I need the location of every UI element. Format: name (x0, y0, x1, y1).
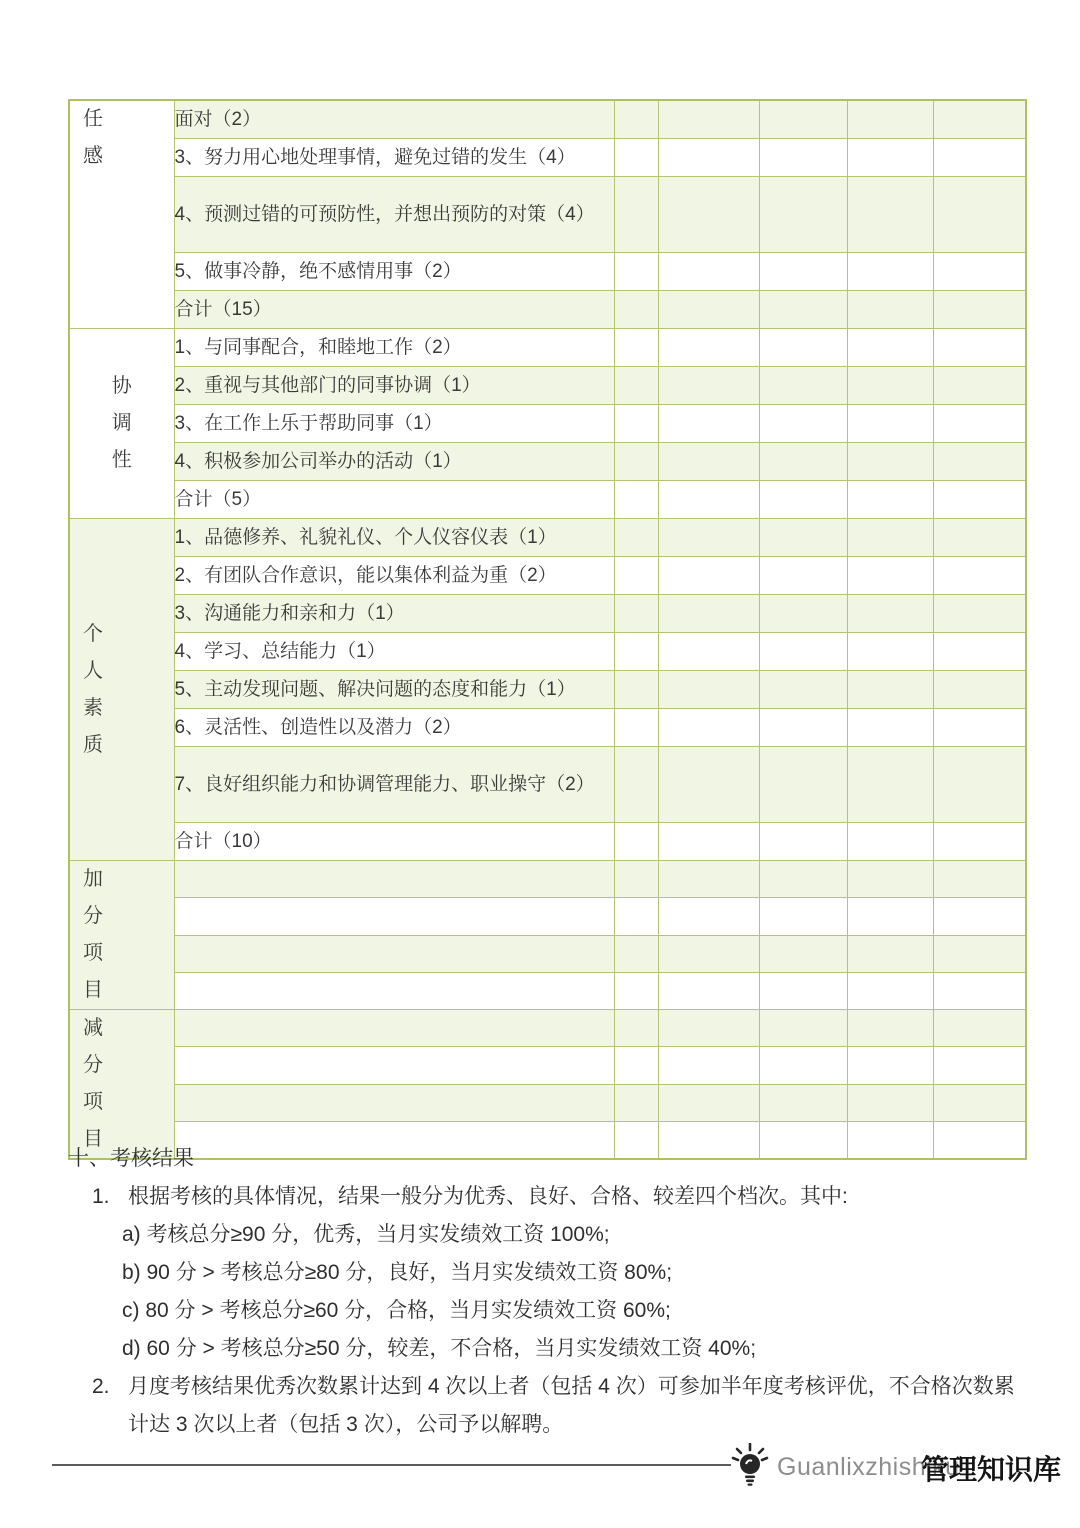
score-cell (658, 1084, 759, 1121)
score-cell (759, 935, 847, 972)
brand-name-cn: 管理知识库 (921, 1455, 1062, 1486)
score-cell (933, 747, 1026, 823)
score-cell (614, 1047, 658, 1084)
score-cell (933, 139, 1026, 177)
criteria-cell: 3、在工作上乐于帮助同事（1） (174, 405, 614, 443)
table-row (69, 557, 1026, 595)
result-item (68, 1178, 1020, 1216)
criteria-cell: 面对（2） (174, 100, 614, 139)
score-cell (759, 633, 847, 671)
score-cell (658, 671, 759, 709)
score-cell (847, 443, 933, 481)
score-cell (759, 671, 847, 709)
score-cell (658, 1047, 759, 1084)
score-cell (658, 367, 759, 405)
category-char: 个 (83, 622, 103, 645)
criteria-cell: 5、主动发现问题、解决问题的态度和能力（1） (174, 671, 614, 709)
score-cell (933, 633, 1026, 671)
score-cell (614, 935, 658, 972)
score-cell (658, 747, 759, 823)
table-row (69, 633, 1026, 671)
score-cell (759, 405, 847, 443)
score-cell (759, 747, 847, 823)
table-row (69, 1010, 1026, 1047)
score-cell (847, 481, 933, 519)
score-cell (614, 557, 658, 595)
category-char: 目 (83, 979, 103, 1001)
criteria-cell: 4、积极参加公司举办的活动（1） (174, 443, 614, 481)
score-cell (847, 898, 933, 935)
score-cell (759, 557, 847, 595)
score-cell (933, 1047, 1026, 1084)
criteria-cell (174, 898, 614, 935)
score-cell (614, 898, 658, 935)
category-cell (69, 329, 174, 519)
criteria-cell (174, 861, 614, 898)
score-cell (847, 972, 933, 1009)
score-cell (759, 481, 847, 519)
score-cell (658, 633, 759, 671)
score-cell (658, 481, 759, 519)
score-cell (847, 861, 933, 898)
score-cell (658, 557, 759, 595)
result-subitem: b) 90 分 > 考核总分≥80 分，良好，当月实发绩效工资 80%; (122, 1261, 673, 1284)
category-char: 人 (83, 659, 103, 682)
score-cell (614, 443, 658, 481)
score-cell (614, 823, 658, 861)
score-cell (658, 972, 759, 1009)
score-cell (933, 898, 1026, 935)
criteria-cell: 7、良好组织能力和协调管理能力、职业操守（2） (174, 747, 614, 823)
score-cell (614, 595, 658, 633)
score-cell (933, 177, 1026, 253)
score-cell (847, 291, 933, 329)
score-cell (847, 519, 933, 557)
footer-brand (0, 1445, 1080, 1515)
score-cell (658, 823, 759, 861)
score-cell (847, 709, 933, 747)
score-cell (759, 177, 847, 253)
score-cell (614, 177, 658, 253)
score-cell (614, 747, 658, 823)
criteria-cell (174, 1047, 614, 1084)
table-row (69, 519, 1026, 557)
score-cell (933, 100, 1026, 139)
table-row (69, 443, 1026, 481)
criteria-cell: 6、灵活性、创造性以及潜力（2） (174, 709, 614, 747)
score-cell (933, 557, 1026, 595)
table-row (69, 1084, 1026, 1121)
score-cell (614, 100, 658, 139)
category-char: 目 (83, 1128, 103, 1150)
score-cell (847, 595, 933, 633)
score-cell (933, 253, 1026, 291)
table-row (69, 823, 1026, 861)
category-char: 加 (83, 868, 103, 890)
score-cell (847, 367, 933, 405)
result-item-text: 月度考核结果优秀次数累计达到 4 次以上者（包括 4 次）可参加半年度考核评优，不合格次数累计达 3 次以上者（包括 3 次），公司予以解聘。 (128, 1375, 1015, 1436)
score-cell (847, 253, 933, 291)
score-cell (658, 100, 759, 139)
score-cell (658, 291, 759, 329)
criteria-cell: 5、做事冷静，绝不感情用事（2） (174, 253, 614, 291)
score-cell (614, 671, 658, 709)
result-subitem: a) 考核总分≥90 分，优秀，当月实发绩效工资 100%; (122, 1223, 610, 1246)
criteria-cell: 2、重视与其他部门的同事协调（1） (174, 367, 614, 405)
score-cell (658, 861, 759, 898)
score-cell (847, 139, 933, 177)
score-cell (614, 291, 658, 329)
result-item-text: 根据考核的具体情况，结果一般分为优秀、良好、合格、较差四个档次。其中: (128, 1185, 848, 1208)
score-cell (933, 329, 1026, 367)
category-char: 调 (111, 412, 132, 434)
table-row (69, 367, 1026, 405)
score-cell (614, 1084, 658, 1121)
assessment-table (68, 99, 1027, 1160)
table-row (69, 595, 1026, 633)
score-cell (933, 709, 1026, 747)
table-row (69, 291, 1026, 329)
score-cell (847, 823, 933, 861)
score-cell (759, 139, 847, 177)
score-cell (658, 519, 759, 557)
category-char: 减 (83, 1017, 103, 1039)
score-cell (759, 1010, 847, 1047)
category-char: 协 (111, 375, 132, 397)
score-cell (847, 671, 933, 709)
score-cell (933, 481, 1026, 519)
score-cell (847, 329, 933, 367)
table-row (69, 898, 1026, 935)
table-row (69, 747, 1026, 823)
table-row (69, 861, 1026, 898)
footer-divider (52, 1464, 731, 1466)
score-cell (658, 177, 759, 253)
score-cell (759, 100, 847, 139)
score-cell (847, 557, 933, 595)
score-cell (847, 1084, 933, 1121)
table-row (69, 671, 1026, 709)
table-row (69, 253, 1026, 291)
result-subitem: c) 80 分 > 考核总分≥60 分，合格，当月实发绩效工资 60%; (122, 1299, 671, 1322)
category-char: 项 (83, 1091, 103, 1113)
score-cell (614, 1010, 658, 1047)
criteria-cell (174, 1010, 614, 1047)
score-cell (658, 405, 759, 443)
brand-name-en: Guanlixzhishiku (777, 1453, 960, 1481)
criteria-cell: 3、沟通能力和亲和力（1） (174, 595, 614, 633)
category-cell (69, 861, 174, 1010)
table-row (69, 709, 1026, 747)
score-cell (847, 405, 933, 443)
criteria-cell: 合计（5） (174, 481, 614, 519)
score-cell (614, 253, 658, 291)
result-item (68, 1368, 1020, 1444)
criteria-cell (174, 935, 614, 972)
score-cell (933, 823, 1026, 861)
score-cell (614, 861, 658, 898)
score-cell (658, 329, 759, 367)
score-cell (933, 291, 1026, 329)
score-cell (759, 329, 847, 367)
lightbulb-icon (731, 1443, 769, 1494)
score-cell (658, 709, 759, 747)
score-cell (759, 898, 847, 935)
score-cell (658, 253, 759, 291)
criteria-cell (174, 1084, 614, 1121)
criteria-cell: 4、学习、总结能力（1） (174, 633, 614, 671)
score-cell (847, 177, 933, 253)
score-cell (933, 1010, 1026, 1047)
score-cell (933, 405, 1026, 443)
score-cell (933, 1084, 1026, 1121)
score-cell (933, 367, 1026, 405)
score-cell (614, 367, 658, 405)
criteria-cell: 1、与同事配合，和睦地工作（2） (174, 329, 614, 367)
table-row (69, 139, 1026, 177)
table-row (69, 329, 1026, 367)
category-cell (69, 100, 174, 329)
criteria-cell (174, 972, 614, 1009)
score-cell (933, 519, 1026, 557)
category-cell (69, 1010, 174, 1160)
score-cell (847, 100, 933, 139)
score-cell (658, 935, 759, 972)
score-cell (614, 709, 658, 747)
score-cell (658, 1010, 759, 1047)
criteria-cell: 2、有团队合作意识，能以集体利益为重（2） (174, 557, 614, 595)
score-cell (658, 139, 759, 177)
score-cell (759, 595, 847, 633)
score-cell (759, 972, 847, 1009)
criteria-cell: 3、努力用心地处理事情，避免过错的发生（4） (174, 139, 614, 177)
category-char: 性 (111, 449, 132, 471)
score-cell (614, 139, 658, 177)
result-subitem: d) 60 分 > 考核总分≥50 分，较差，不合格，当月实发绩效工资 40%; (122, 1337, 757, 1360)
category-char: 项 (83, 942, 103, 964)
category-char: 分 (83, 1054, 103, 1076)
result-item-number: 1. (92, 1185, 110, 1208)
table-row (69, 935, 1026, 972)
result-item-number: 2. (92, 1375, 110, 1398)
criteria-cell: 1、品德修养、礼貌礼仪、个人仪容仪表（1） (174, 519, 614, 557)
score-cell (658, 443, 759, 481)
score-cell (759, 1084, 847, 1121)
score-cell (933, 861, 1026, 898)
score-cell (847, 633, 933, 671)
score-cell (614, 972, 658, 1009)
score-cell (933, 443, 1026, 481)
score-cell (614, 519, 658, 557)
score-cell (933, 972, 1026, 1009)
score-cell (614, 405, 658, 443)
category-char: 任 (83, 108, 103, 130)
results-section (68, 1140, 1020, 1444)
criteria-cell: 合计（10） (174, 823, 614, 861)
score-cell (614, 329, 658, 367)
score-cell (759, 823, 847, 861)
score-cell (933, 595, 1026, 633)
score-cell (847, 1010, 933, 1047)
table-row (69, 405, 1026, 443)
table-row (69, 100, 1026, 139)
score-cell (759, 367, 847, 405)
score-cell (658, 595, 759, 633)
score-cell (658, 898, 759, 935)
criteria-cell: 4、预测过错的可预防性，并想出预防的对策（4） (174, 177, 614, 253)
category-char: 感 (83, 145, 103, 167)
table-row (69, 1047, 1026, 1084)
score-cell (614, 633, 658, 671)
category-char: 质 (83, 733, 103, 756)
score-cell (759, 519, 847, 557)
score-cell (759, 291, 847, 329)
table-row (69, 481, 1026, 519)
score-cell (759, 861, 847, 898)
score-cell (759, 443, 847, 481)
category-char: 素 (83, 696, 103, 719)
table-row (69, 972, 1026, 1009)
score-cell (933, 935, 1026, 972)
score-cell (759, 1047, 847, 1084)
score-cell (759, 253, 847, 291)
score-cell (847, 935, 933, 972)
score-cell (847, 747, 933, 823)
score-cell (847, 1047, 933, 1084)
score-cell (933, 671, 1026, 709)
results-heading: 十、考核结果 (68, 1147, 194, 1170)
score-cell (614, 481, 658, 519)
category-cell (69, 519, 174, 861)
table-row (69, 177, 1026, 253)
category-char: 分 (83, 905, 103, 927)
criteria-cell: 合计（15） (174, 291, 614, 329)
score-cell (759, 709, 847, 747)
